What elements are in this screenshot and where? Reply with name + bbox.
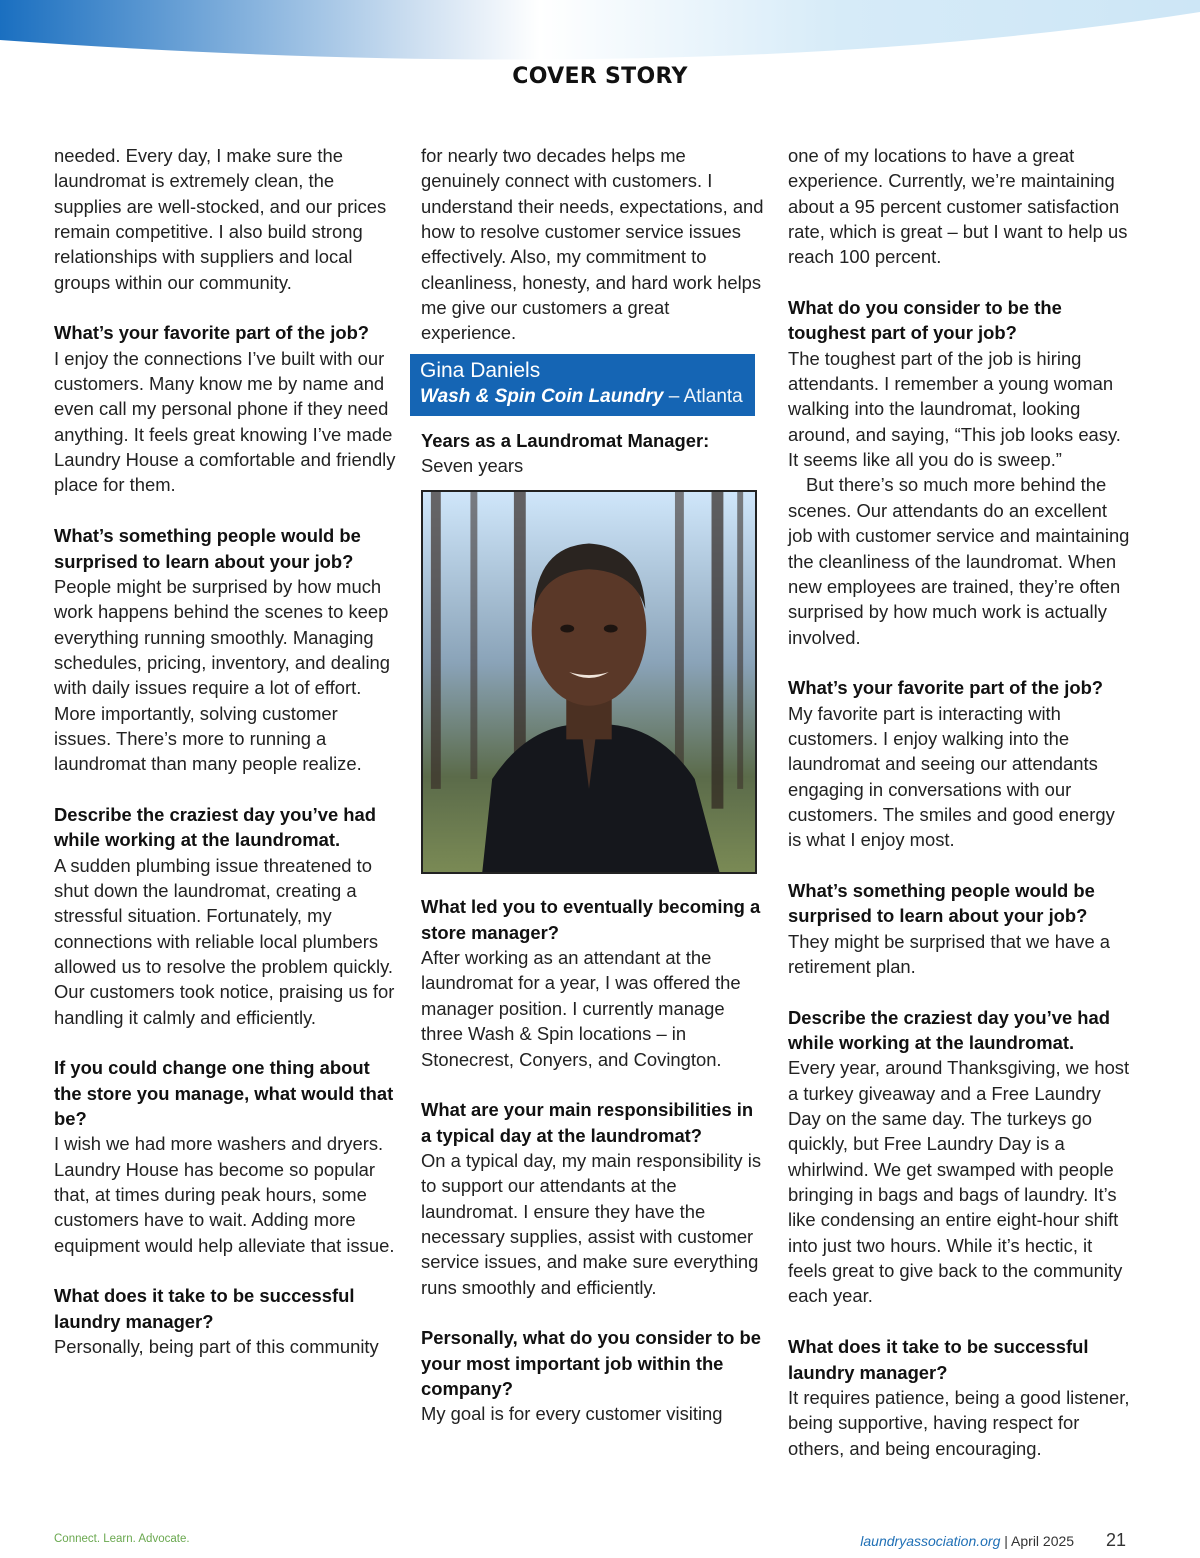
footer-info bbox=[860, 1530, 1126, 1551]
question: What do you consider to be the toughest part of your job? bbox=[788, 297, 1062, 344]
footer-issue: April 2025 bbox=[1011, 1533, 1075, 1549]
answer: On a typical day, my main responsibility is to support our attendants at the laundromat. I ensure they have the necessary supplies, assist with customer service issues, and make sure everything runs smoothly and efficiently. bbox=[421, 1149, 762, 1298]
profile-header bbox=[410, 354, 755, 416]
answer: My goal is for every customer visiting bbox=[421, 1403, 723, 1425]
question: What does it take to be successful laundry manager? bbox=[54, 1285, 355, 1332]
answer-continued: But there’s so much more behind the scenes. Our attendants do an excellent job with customer service and maintaining the cleanliness of the laundromat. When new employees are trained, they’re often surprised by how much work is actually involved. bbox=[788, 474, 1130, 648]
answer: Personally, being part of this community bbox=[54, 1336, 379, 1358]
page-number: 21 bbox=[1105, 1530, 1126, 1550]
question: Describe the craziest day you’ve had while working at the laundromat. bbox=[788, 1006, 1110, 1054]
qa-block bbox=[54, 1055, 399, 1258]
profile-name: Gina Daniels bbox=[420, 358, 541, 382]
question: Describe the craziest day you’ve had while working at the laundromat. bbox=[54, 803, 376, 851]
question: What led you to eventually becoming a store manager? bbox=[421, 896, 761, 943]
years-label: Years as a Laundromat Manager: bbox=[421, 429, 710, 451]
answer: I enjoy the connections I’ve built with our customers. Many know me by name and even call my personal phone if they need anything. It feels great knowing I’ve made Laundry House a comfortable and friendly place for them. bbox=[54, 347, 396, 496]
qa-block bbox=[421, 894, 766, 1071]
answer: After working as an attendant at the laundromat for a year, I was offered the manager position. I currently manage three Wash & Spin locations – in Stonecrest, Conyers, and Covington. bbox=[421, 947, 741, 1070]
qa-block bbox=[54, 1283, 399, 1359]
footer-url[interactable]: laundryassociation.org bbox=[860, 1533, 1001, 1549]
answer: My favorite part is interacting with customers. I enjoy walking into the laundromat and seeing our attendants engaging in conversations with our customers. The smiles and good energy is what I enjoy most. bbox=[788, 702, 1115, 851]
paragraph: one of my locations to have a great experience. Currently, we’re maintaining about a 95 percent customer satisfaction rate, which is great – but I want to help us reach 100 percent. bbox=[788, 145, 1128, 268]
column-3 bbox=[788, 143, 1133, 1461]
answer: A sudden plumbing issue threatened to shut down the laundromat, creating a stressful situation. Fortunately, my connections with reliable local plumbers allowed us to resolve the problem quickly. Our customers took notice, praising us for handling it calmly and efficiently. bbox=[54, 854, 395, 1028]
qa-block bbox=[788, 295, 1133, 650]
qa-block bbox=[788, 878, 1133, 979]
answer: They might be surprised that we have a retirement plan. bbox=[788, 930, 1111, 977]
profile-location bbox=[420, 384, 745, 410]
paragraph: for nearly two decades helps me genuinely connect with customers. I understand their needs, expectations, and how to resolve customer service issues effectively. Also, my commitment to cleanliness, honesty, and hard work helps me give our customers a great experience. bbox=[421, 145, 764, 344]
answer: Every year, around Thanksgiving, we host a turkey giveaway and a Free Laundry Day on the same day. The turkeys go quickly, but Free Laundry Day is a whirlwind. We get swamped with people bringing in bags and bags of laundry. It’s like condensing an entire eight-hour shift into just two hours. While it’s hectic, it feels great to give back to the community each year. bbox=[788, 1057, 1130, 1307]
qa-block bbox=[788, 1334, 1133, 1461]
question: What does it take to be successful laundry manager? bbox=[788, 1336, 1089, 1383]
question: What’s something people would be surprised to learn about your job? bbox=[54, 525, 361, 572]
answer: People might be surprised by how much work happens behind the scenes to keep everything running smoothly. Managing schedules, pricing, inventory, and dealing with daily issues require a lot of effort. More importantly, solving customer issues. There’s more to running a laundromat than many people realize. bbox=[54, 575, 391, 775]
section-label: COVER STORY bbox=[512, 64, 688, 89]
question: If you could change one thing about the store you manage, what would that be? bbox=[54, 1057, 394, 1130]
footer-tagline: Connect. Learn. Advocate. bbox=[54, 1533, 190, 1545]
qa-block bbox=[788, 675, 1133, 852]
column-1 bbox=[54, 143, 399, 1360]
question: Personally, what do you consider to be your most important job within the company? bbox=[421, 1327, 761, 1399]
qa-block bbox=[54, 523, 399, 776]
portrait-photo bbox=[421, 490, 757, 874]
profile-city: – Atlanta bbox=[668, 385, 743, 407]
answer: It requires patience, being a good listener, being supportive, having respect for others, and being encouraging. bbox=[788, 1386, 1130, 1459]
question: What’s your favorite part of the job? bbox=[54, 322, 370, 344]
profile-store: Wash & Spin Coin Laundry bbox=[420, 385, 664, 407]
qa-block bbox=[788, 1005, 1133, 1309]
question: What’s your favorite part of the job? bbox=[788, 677, 1104, 699]
question: What’s something people would be surprised to learn about your job? bbox=[788, 879, 1095, 927]
qa-block bbox=[54, 320, 399, 497]
qa-block bbox=[421, 1325, 766, 1426]
years-value: Seven years bbox=[421, 455, 524, 477]
qa-block bbox=[54, 802, 399, 1030]
column-2 bbox=[421, 143, 766, 1427]
question: What are your main responsibilities in a typical day at the laundromat? bbox=[421, 1099, 754, 1146]
qa-block bbox=[421, 1097, 766, 1300]
years-block bbox=[421, 428, 766, 479]
paragraph: needed. Every day, I make sure the laundromat is extremely clean, the supplies are well-stocked, and our prices remain competitive. I also build strong relationships with suppliers and local groups within our community. bbox=[54, 145, 387, 293]
answer: I wish we had more washers and dryers. Laundry House has become so popular that, at times during peak hours, some customers have to wait. Adding more equipment would help alleviate that issue. bbox=[54, 1133, 395, 1256]
answer: The toughest part of the job is hiring attendants. I remember a young woman walking into the laundromat, looking around, and saying, “This job looks easy. It seems like all you do is sweep.” bbox=[788, 347, 1121, 471]
footer-separator: | bbox=[1004, 1533, 1008, 1549]
